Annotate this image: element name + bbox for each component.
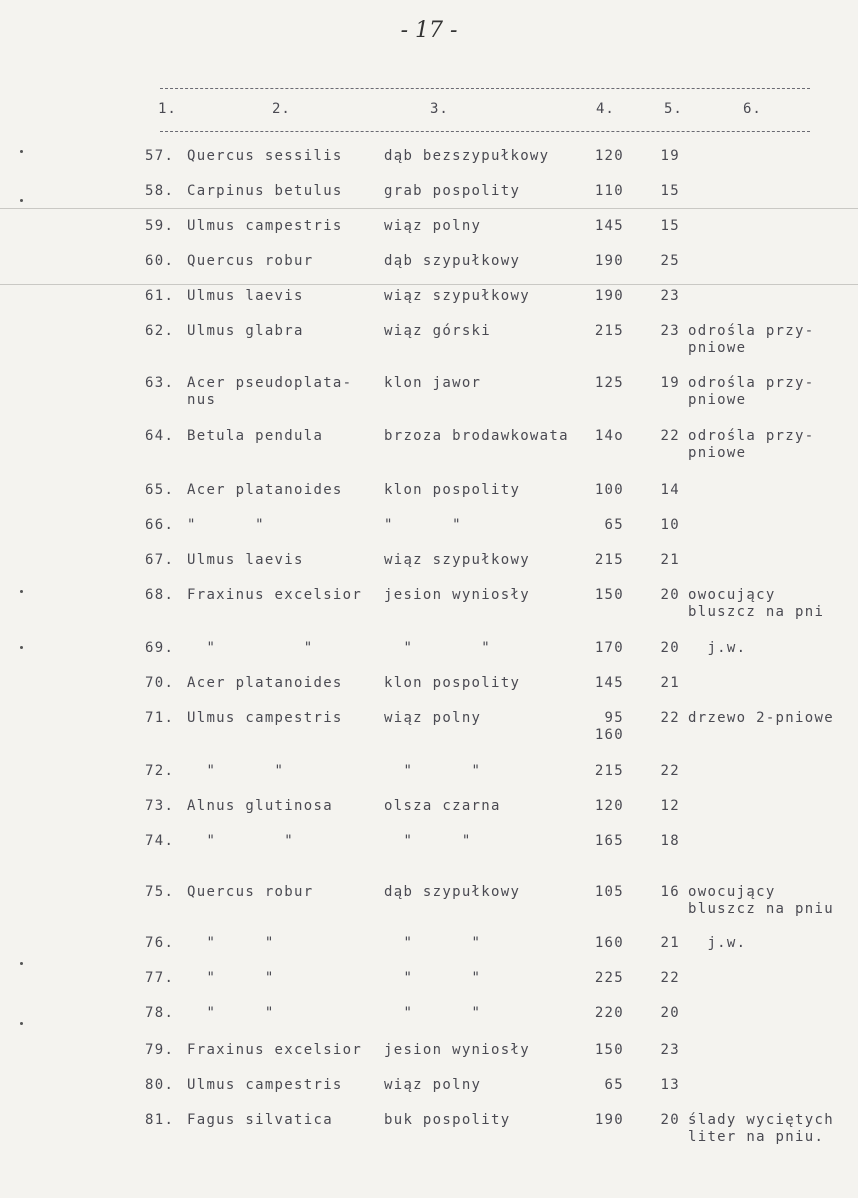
table-row [0, 183, 858, 223]
column-4-value: 160 [594, 935, 624, 951]
row-number: 68. [145, 587, 175, 603]
table-row [0, 798, 858, 838]
column-5-value: 13 [660, 1077, 680, 1093]
column-4-value: 125 [594, 375, 624, 391]
polish-name: wiąz polny [384, 710, 482, 726]
column-5-value: 23 [660, 288, 680, 304]
column-5-value: 14 [660, 482, 680, 498]
polish-name: klon pospolity [384, 675, 521, 691]
column-5-value: 18 [660, 833, 680, 849]
column-5-value: 10 [660, 517, 680, 533]
column-5-value: 20 [660, 587, 680, 603]
column-5-value: 21 [660, 935, 680, 951]
table-row [0, 763, 858, 803]
table-row [0, 970, 858, 1010]
column-4-value: 150 [594, 587, 624, 603]
column-5-value: 23 [660, 323, 680, 339]
column-4-value: 100 [594, 482, 624, 498]
column-4-value: 14o [594, 428, 624, 444]
column-4-value: 145 [594, 675, 624, 691]
table-row [0, 1077, 858, 1117]
column-header-3: 3. [430, 101, 449, 117]
row-number: 78. [145, 1005, 175, 1021]
row-number: 67. [145, 552, 175, 568]
polish-name: klon pospolity [384, 482, 521, 498]
table-row [0, 218, 858, 258]
row-number: 77. [145, 970, 175, 986]
table-row [0, 288, 858, 328]
table-row [0, 587, 858, 627]
column-4-value: 65 [604, 517, 624, 533]
column-4-value: 215 [594, 552, 624, 568]
polish-name: " " [384, 970, 482, 986]
polish-name: buk pospolity [384, 1112, 511, 1128]
row-number: 79. [145, 1042, 175, 1058]
column-5-value: 19 [660, 148, 680, 164]
polish-name: dąb szypułkowy [384, 253, 521, 269]
page-number: - 17 - [400, 18, 458, 43]
row-number: 57. [145, 148, 175, 164]
row-number: 65. [145, 482, 175, 498]
polish-name: wiąz górski [384, 323, 492, 339]
latin-name: Fraxinus excelsior [187, 587, 363, 603]
latin-name: Acer pseudoplata- [187, 375, 353, 391]
row-number: 63. [145, 375, 175, 391]
column-header-2: 2. [272, 101, 291, 117]
table-row [0, 833, 858, 873]
column-4-value: 65 [604, 1077, 624, 1093]
latin-name: Ulmus campestris [187, 1077, 343, 1093]
polish-name: " " [384, 1005, 482, 1021]
row-number: 64. [145, 428, 175, 444]
table-row [0, 640, 858, 680]
column-4-value: 215 [594, 763, 624, 779]
latin-name: " " [187, 1005, 275, 1021]
table-row [0, 428, 858, 468]
column-header-5: 5. [664, 101, 683, 117]
column-5-value: 22 [660, 710, 680, 726]
column-4-value: 120 [594, 798, 624, 814]
column-5-value: 22 [660, 970, 680, 986]
polish-name: wiąz polny [384, 218, 482, 234]
table-row [0, 935, 858, 975]
latin-name: " " [187, 763, 285, 779]
polish-name: dąb bezszypułkowy [384, 148, 550, 164]
polish-name: grab pospolity [384, 183, 521, 199]
column-4-value: 105 [594, 884, 624, 900]
latin-name: Ulmus laevis [187, 288, 304, 304]
column-5-value: 15 [660, 218, 680, 234]
column-4-value: 110 [594, 183, 624, 199]
table-row [0, 253, 858, 293]
column-5-value: 23 [660, 1042, 680, 1058]
row-number: 60. [145, 253, 175, 269]
table-row [0, 482, 858, 522]
row-number: 61. [145, 288, 175, 304]
column-5-value: 16 [660, 884, 680, 900]
column-5-value: 20 [660, 640, 680, 656]
latin-name: Quercus robur [187, 884, 314, 900]
latin-name: Ulmus laevis [187, 552, 304, 568]
column-4-second-value: 160 [594, 727, 624, 743]
note: odrośla przy- pniowe [688, 428, 815, 461]
column-5-value: 21 [660, 552, 680, 568]
polish-name: " " [384, 640, 492, 656]
column-5-value: 15 [660, 183, 680, 199]
note: odrośla przy- pniowe [688, 323, 815, 356]
polish-name: olsza czarna [384, 798, 501, 814]
column-header-6: 6. [743, 101, 762, 117]
latin-name: " " [187, 935, 275, 951]
column-4-value: 95 [604, 710, 624, 726]
column-4-value: 190 [594, 288, 624, 304]
latin-name: Quercus sessilis [187, 148, 343, 164]
row-number: 62. [145, 323, 175, 339]
polish-name: " " [384, 763, 482, 779]
row-number: 66. [145, 517, 175, 533]
note: ślady wyciętych liter na pniu. [688, 1112, 834, 1145]
column-5-value: 22 [660, 428, 680, 444]
table-row [0, 1042, 858, 1082]
polish-name: jesion wyniosły [384, 587, 530, 603]
latin-name: Acer platanoides [187, 675, 343, 691]
column-4-value: 120 [594, 148, 624, 164]
column-header-1: 1. [158, 101, 177, 117]
row-number: 69. [145, 640, 175, 656]
column-header-4: 4. [596, 101, 615, 117]
table-row [0, 517, 858, 557]
row-number: 71. [145, 710, 175, 726]
table-row [0, 884, 858, 924]
table-row [0, 1112, 858, 1152]
table-row [0, 323, 858, 363]
table-row [0, 148, 858, 188]
row-number: 59. [145, 218, 175, 234]
latin-name: Alnus glutinosa [187, 798, 333, 814]
column-4-value: 220 [594, 1005, 624, 1021]
note: owocujący bluszcz na pni [688, 587, 825, 620]
latin-name: " " [187, 833, 295, 849]
latin-name: " " [187, 640, 314, 656]
column-4-value: 165 [594, 833, 624, 849]
latin-name: Fraxinus excelsior [187, 1042, 363, 1058]
note: j.w. [688, 640, 747, 656]
column-4-value: 225 [594, 970, 624, 986]
polish-name: jesion wyniosły [384, 1042, 530, 1058]
latin-name: Quercus robur [187, 253, 314, 269]
table-row [0, 675, 858, 715]
latin-name: " " [187, 970, 275, 986]
note: drzewo 2-pniowe [688, 710, 834, 726]
note: odrośla przy- pniowe [688, 375, 815, 408]
column-5-value: 20 [660, 1112, 680, 1128]
row-number: 70. [145, 675, 175, 691]
polish-name: " " [384, 517, 462, 533]
column-4-value: 190 [594, 253, 624, 269]
latin-name: Acer platanoides [187, 482, 343, 498]
column-4-value: 215 [594, 323, 624, 339]
polish-name: klon jawor [384, 375, 482, 391]
note: owocujący bluszcz na pniu [688, 884, 834, 917]
polish-name: " " [384, 833, 472, 849]
polish-name: wiąz polny [384, 1077, 482, 1093]
polish-name: wiąz szypułkowy [384, 552, 530, 568]
column-5-value: 22 [660, 763, 680, 779]
latin-name: Carpinus betulus [187, 183, 343, 199]
latin-name: Ulmus glabra [187, 323, 304, 339]
note: j.w. [688, 935, 747, 951]
row-number: 80. [145, 1077, 175, 1093]
table-row [0, 375, 858, 415]
column-5-value: 19 [660, 375, 680, 391]
latin-name: Ulmus campestris [187, 710, 343, 726]
table-row [0, 710, 858, 750]
latin-name: Ulmus campestris [187, 218, 343, 234]
row-number: 74. [145, 833, 175, 849]
polish-name: brzoza brodawkowata [384, 428, 569, 444]
column-4-value: 190 [594, 1112, 624, 1128]
column-4-value: 150 [594, 1042, 624, 1058]
polish-name: " " [384, 935, 482, 951]
table-row [0, 1005, 858, 1045]
row-number: 76. [145, 935, 175, 951]
latin-name: Betula pendula [187, 428, 324, 444]
latin-name: Fagus silvatica [187, 1112, 333, 1128]
column-4-value: 145 [594, 218, 624, 234]
polish-name: dąb szypułkowy [384, 884, 521, 900]
column-5-value: 20 [660, 1005, 680, 1021]
row-number: 58. [145, 183, 175, 199]
polish-name: wiąz szypułkowy [384, 288, 530, 304]
row-number: 72. [145, 763, 175, 779]
row-number: 75. [145, 884, 175, 900]
column-5-value: 21 [660, 675, 680, 691]
latin-name-continued: nus [187, 392, 217, 408]
table-row [0, 552, 858, 592]
column-5-value: 25 [660, 253, 680, 269]
latin-name: " " [187, 517, 265, 533]
column-4-value: 170 [594, 640, 624, 656]
column-5-value: 12 [660, 798, 680, 814]
row-number: 73. [145, 798, 175, 814]
row-number: 81. [145, 1112, 175, 1128]
